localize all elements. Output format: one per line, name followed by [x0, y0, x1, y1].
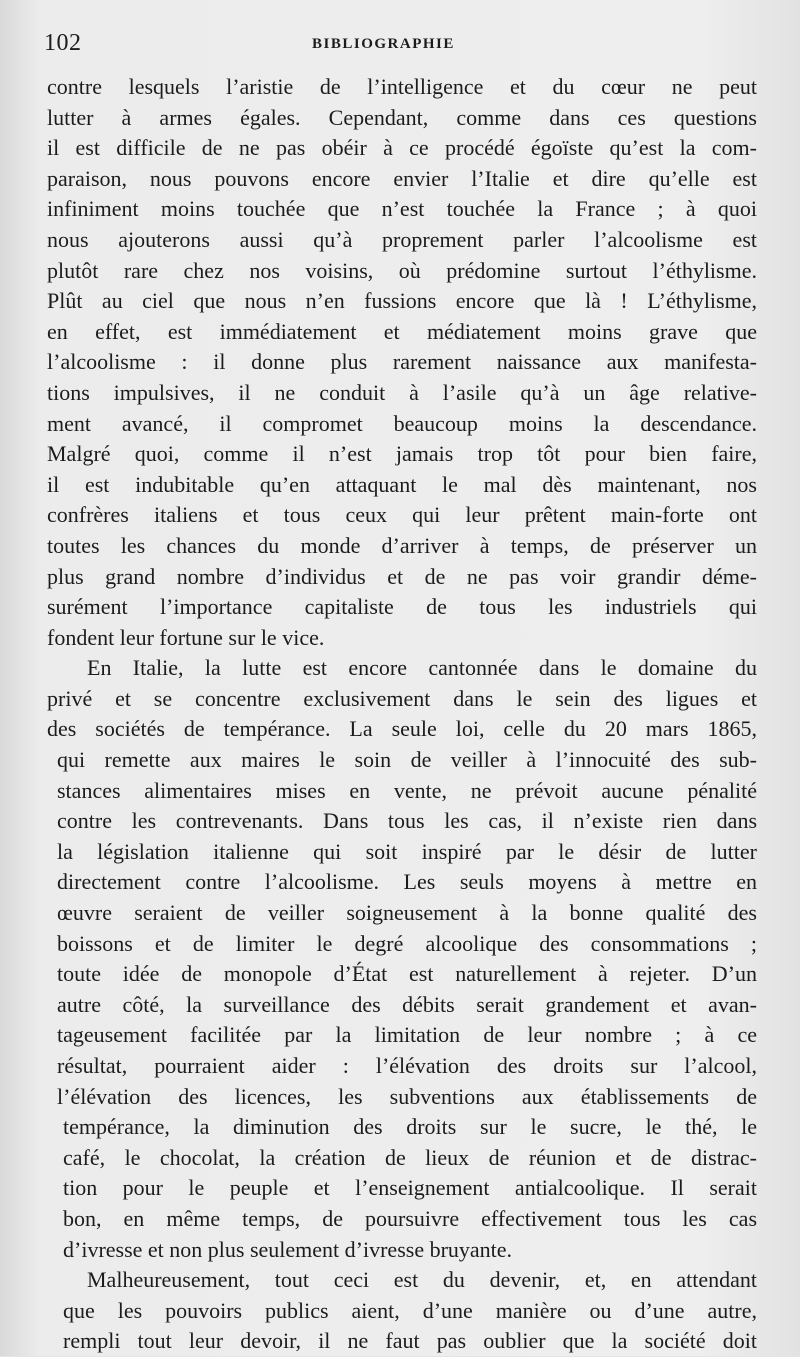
text-line: autre côté, la surveillance des débits serait grandement et avan-	[57, 991, 757, 1017]
text-line: infiniment moins touchée que n’est touchée la France ; à quoi	[47, 196, 757, 222]
text-line: nous ajouterons aussi qu’à proprement parler l’alcoolisme est	[47, 226, 757, 252]
text-line: paraison, nous pouvons encore envier l’Italie et dire qu’elle est	[47, 165, 757, 191]
text-line: plutôt rare chez nos voisins, où prédomine surtout l’éthylisme.	[47, 257, 757, 283]
text-line: il est indubitable qu’en attaquant le mal dès maintenant, nos	[47, 471, 757, 497]
text-line: Plût au ciel que nous n’en fussions encore que là ! L’éthylisme,	[47, 288, 757, 314]
text-line: boissons et de limiter le degré alcoolique des consommations ;	[57, 930, 757, 956]
body-text	[47, 72, 757, 1357]
text-line: stances alimentaires mises en vente, ne prévoit aucune pénalité	[57, 777, 757, 803]
text-line: plus grand nombre d’individus et de ne pas voir grandir déme-	[47, 563, 757, 589]
text-line: tion pour le peuple et l’enseignement antialcoolique. Il serait	[63, 1175, 757, 1201]
text-line: que les pouvoirs publics aient, d’une manière ou d’une autre,	[63, 1297, 757, 1323]
paragraph-first-line: En Italie, la lutte est encore cantonnée dans le domaine du	[87, 655, 757, 681]
text-line: contre lesquels l’aristie de l’intelligence et du cœur ne peut	[47, 74, 757, 99]
text-line: toutes les chances du monde d’arriver à temps, de préserver un	[47, 532, 757, 558]
page-header	[44, 30, 754, 60]
text-line: il est difficile de ne pas obéir à ce procédé égoïste qu’est la com-	[47, 135, 757, 161]
text-line: fondent leur fortune sur le vice.	[47, 624, 325, 650]
page-number: 102	[44, 30, 82, 56]
text-line: ment avancé, il compromet beaucoup moins la descendance.	[47, 410, 757, 436]
text-line: lutter à armes égales. Cependant, comme dans ces questions	[47, 104, 757, 130]
text-line: toute idée de monopole d’État est naturellement à rejeter. D’un	[57, 961, 757, 987]
text-line: en effet, est immédiatement et médiatement moins grave que	[47, 318, 757, 344]
text-line: la législation italienne qui soit inspiré par le désir de lutter	[57, 838, 757, 864]
paragraph-first-line: Malheureusement, tout ceci est du devenir, et, en attendant	[87, 1267, 757, 1293]
text-line: tempérance, la diminution des droits sur le sucre, le thé, le	[63, 1114, 757, 1140]
text-line: œuvre seraient de veiller soigneusement à la bonne qualité des	[57, 900, 757, 926]
text-line: d’ivresse et non plus seulement d’ivresse bruyante.	[63, 1236, 513, 1262]
text-line: privé et se concentre exclusivement dans le sein des ligues et	[47, 685, 757, 711]
text-line: rempli tout leur devoir, il ne faut pas oublier que la société doit	[63, 1328, 757, 1354]
text-line: contre les contrevenants. Dans tous les cas, il n’existe rien dans	[57, 808, 757, 834]
text-line: directement contre l’alcoolisme. Les seuls moyens à mettre en	[57, 869, 757, 895]
text-line: l’alcoolisme : il donne plus rarement naissance aux manifesta-	[47, 349, 757, 375]
text-line: résultat, pourraient aider : l’élévation des droits sur l’alcool,	[57, 1053, 757, 1078]
text-line: l’élévation des licences, les subventions aux établissements de	[57, 1083, 757, 1109]
text-line: des sociétés de tempérance. La seule loi, celle du 20 mars 1865,	[47, 716, 757, 742]
text-line: bon, en même temps, de poursuivre effectivement tous les cas	[63, 1205, 757, 1231]
text-line: qui remette aux maires le soin de veiller à l’innocuité des sub-	[57, 747, 757, 773]
text-line: surément l’importance capitaliste de tous les industriels qui	[47, 594, 757, 620]
running-head: BIBLIOGRAPHIE	[312, 36, 455, 52]
text-line: tageusement facilitée par la limitation de leur nombre ; à ce	[57, 1022, 757, 1048]
text-line: Malgré quoi, comme il n’est jamais trop tôt pour bien faire,	[47, 441, 757, 467]
text-line: café, le chocolat, la création de lieux de réunion et de distrac-	[63, 1144, 757, 1170]
text-line: tions impulsives, il ne conduit à l’asile qu’à un âge relative-	[47, 379, 757, 405]
text-line: confrères italiens et tous ceux qui leur prêtent main-forte ont	[47, 502, 757, 528]
